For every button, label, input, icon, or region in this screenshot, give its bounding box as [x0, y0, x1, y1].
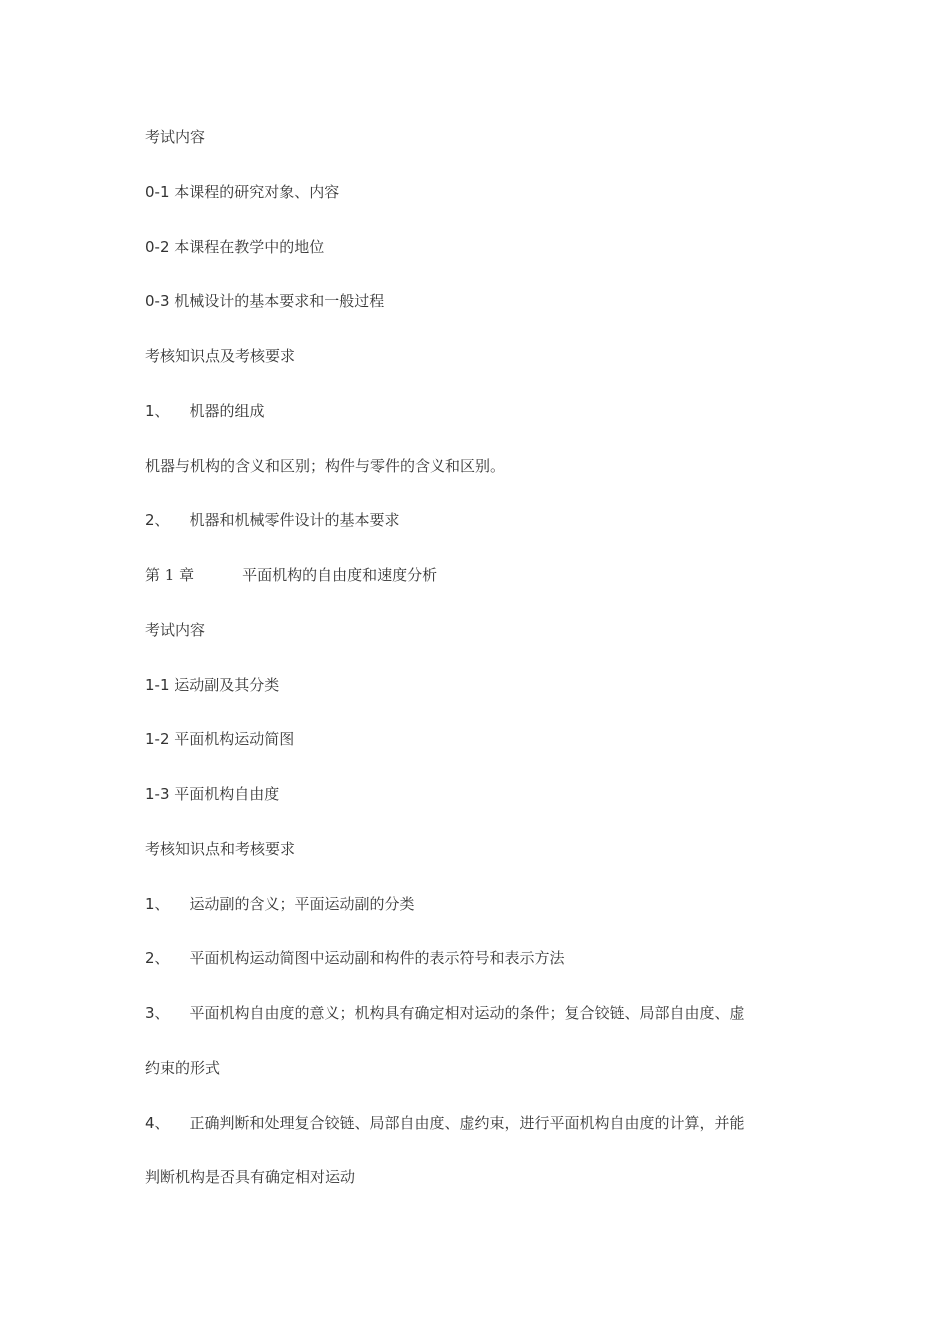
content-item — [145, 288, 805, 343]
item-text: 运动副及其分类 — [174, 675, 280, 694]
chapter-number: 第 1 章 — [145, 566, 195, 584]
item-text: 本课程的研究对象、内容 — [174, 182, 340, 201]
item-text: 机器的组成 — [189, 401, 265, 420]
item-text: 本课程在教学中的地位 — [174, 237, 325, 256]
section-heading: 考核知识点及考核要求 — [145, 347, 296, 365]
item-number: 1-2 — [145, 730, 170, 749]
document-body — [145, 124, 805, 1219]
item-number: 1、 — [145, 894, 170, 913]
item-number: 1-3 — [145, 785, 170, 803]
section-heading: 考试内容 — [145, 620, 206, 639]
item-text: 平面机构运动简图中运动副和构件的表示符号和表示方法 — [189, 949, 565, 968]
item-number: 2、 — [145, 949, 170, 968]
item-number: 0-2 — [145, 237, 170, 256]
item-text: 运动副的含义；平面运动副的分类 — [189, 894, 415, 913]
requirement-item — [145, 1000, 805, 1055]
requirement-item — [145, 945, 805, 1000]
item-number: 4、 — [145, 1113, 170, 1132]
chapter-heading — [145, 562, 805, 617]
item-text: 机械设计的基本要求和一般过程 — [174, 292, 385, 311]
item-number: 3、 — [145, 1004, 170, 1022]
content-item — [145, 179, 805, 234]
item-number: 0-1 — [145, 182, 170, 201]
item-number: 1、 — [145, 401, 170, 420]
item-number: 1-1 — [145, 675, 170, 694]
paragraph-continuation: 判断机构是否具有确定相对运动 — [145, 1168, 356, 1187]
item-text: 正确判断和处理复合铰链、局部自由度、虚约束，进行平面机构自由度的计算，并能 — [189, 1113, 745, 1132]
paragraph-continuation: 约束的形式 — [145, 1058, 221, 1077]
item-number: 0-3 — [145, 292, 170, 311]
item-number: 2、 — [145, 511, 170, 530]
requirement-item — [145, 398, 805, 453]
section-heading: 考试内容 — [145, 128, 206, 146]
content-item — [145, 726, 805, 781]
paragraph-text: 机器与机构的含义和区别；构件与零件的含义和区别。 — [145, 456, 506, 475]
content-item — [145, 781, 805, 836]
item-text: 平面机构运动简图 — [174, 730, 295, 749]
content-item — [145, 234, 805, 289]
item-text: 平面机构自由度 — [174, 785, 280, 803]
item-text: 机器和机械零件设计的基本要求 — [189, 511, 400, 530]
requirement-item — [145, 507, 805, 562]
chapter-title: 平面机构的自由度和速度分析 — [242, 566, 438, 584]
section-heading: 考核知识点和考核要求 — [145, 839, 296, 858]
requirement-item — [145, 1110, 805, 1165]
content-item — [145, 672, 805, 727]
requirement-item — [145, 891, 805, 946]
item-text: 平面机构自由度的意义；机构具有确定相对运动的条件；复合铰链、局部自由度、虚 — [189, 1004, 745, 1022]
